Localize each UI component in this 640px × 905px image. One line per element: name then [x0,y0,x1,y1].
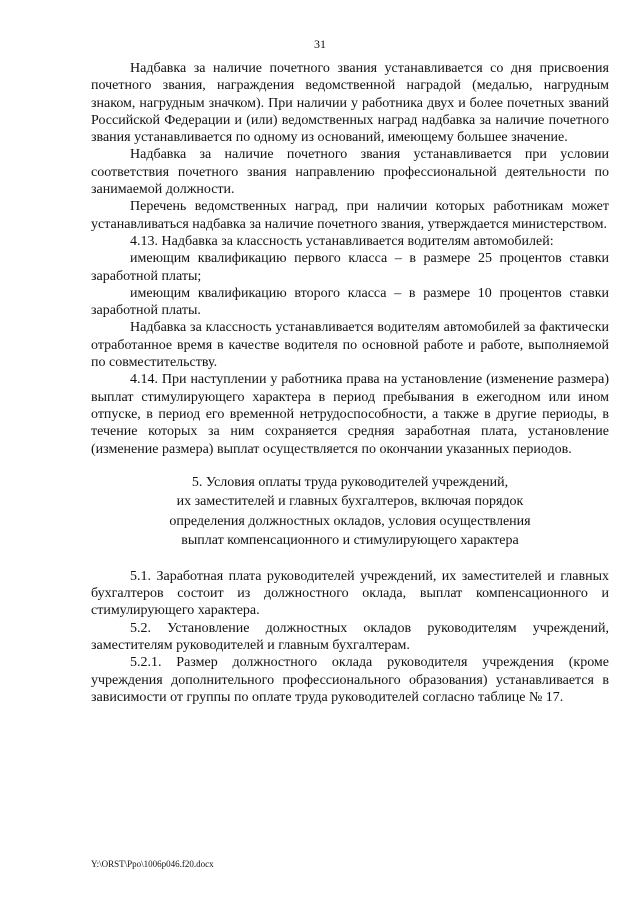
paragraph-5-1: 5.1. Заработная плата руководителей учреждений, их заместителей и главных бухгалтеров состоит из должностного оклада, выплат компенсационного и стимулирующего характера. [91,568,609,619]
section-heading-line: выплат компенсационного и стимулирующего характера [181,533,519,549]
footer-file-path: Y:\ORST\Ppo\1006p046.f20.docx [91,859,214,869]
paragraph-class-allowance-time: Надбавка за классность устанавливается водителям автомобилей за фактически отработанное время в качестве водителя по основной работе и работе, выполняемой по совместительству. [91,320,609,371]
paragraph-5-2-1: 5.2.1. Размер должностного оклада руководителя учреждения (кроме учреждения дополнительного профессионального образования) устанавливается в зависимости от группы по оплате труда руководителей согласно таблице № 17. [91,655,609,705]
paragraph-first-class: имеющим квалификацию первого класса – в размере 25 процентов ставки заработной платы; [91,251,609,284]
section-5-heading [91,473,609,551]
paragraph-5-2: 5.2. Установление должностных окладов руководителям учреждений, заместителям руководителей и главным бухгалтерам. [91,620,609,654]
paragraph-4-13: 4.13. Надбавка за классность устанавливается водителям автомобилей: [130,233,554,249]
section-heading-line: их заместителей и главных бухгалтеров, включая порядок [176,494,524,510]
document-body [91,60,609,706]
paragraph-honorary-title-allowance: Надбавка за наличие почетного звания устанавливается со дня присвоения почетного звания, награждения ведомственной наградой (медалью, нагрудным знаком, нагрудным значком). При наличии у работника двух и более почетных званий Российской Федерации и (или) ведомственных наград надбавка за наличие почетного звания устанавливается по одному из оснований, имеющему большее значение. [91,61,609,146]
section-heading-line: 5. Условия оплаты труда руководителей учреждений, [191,474,509,490]
paragraph-honorary-title-condition: Надбавка за наличие почетного звания устанавливается при условии соответствия почетного звания направлению профессиональной деятельности по занимаемой должности. [91,147,609,198]
paragraph-second-class: имеющим квалификацию второго класса – в размере 10 процентов ставки заработной платы. [91,285,609,319]
paragraph-departmental-awards-list: Перечень ведомственных наград, при наличии которых работникам может устанавливаться надбавка за наличие почетного звания, утверждается министерством. [91,199,609,232]
paragraph-4-14: 4.14. При наступлении у работника права на установление (изменение размера) выплат стимулирующего характера в период пребывания в ежегодном или ином отпуске, в период его временной нетрудоспособности, а также в другие периоды, в течение которых за ним сохраняется средняя заработная плата, установление (изменение размера) выплат осуществляется по окончании указанных периодов. [91,372,609,457]
page-number: 31 [314,37,326,51]
section-heading-line: определения должностных окладов, условия осуществления [169,513,531,529]
